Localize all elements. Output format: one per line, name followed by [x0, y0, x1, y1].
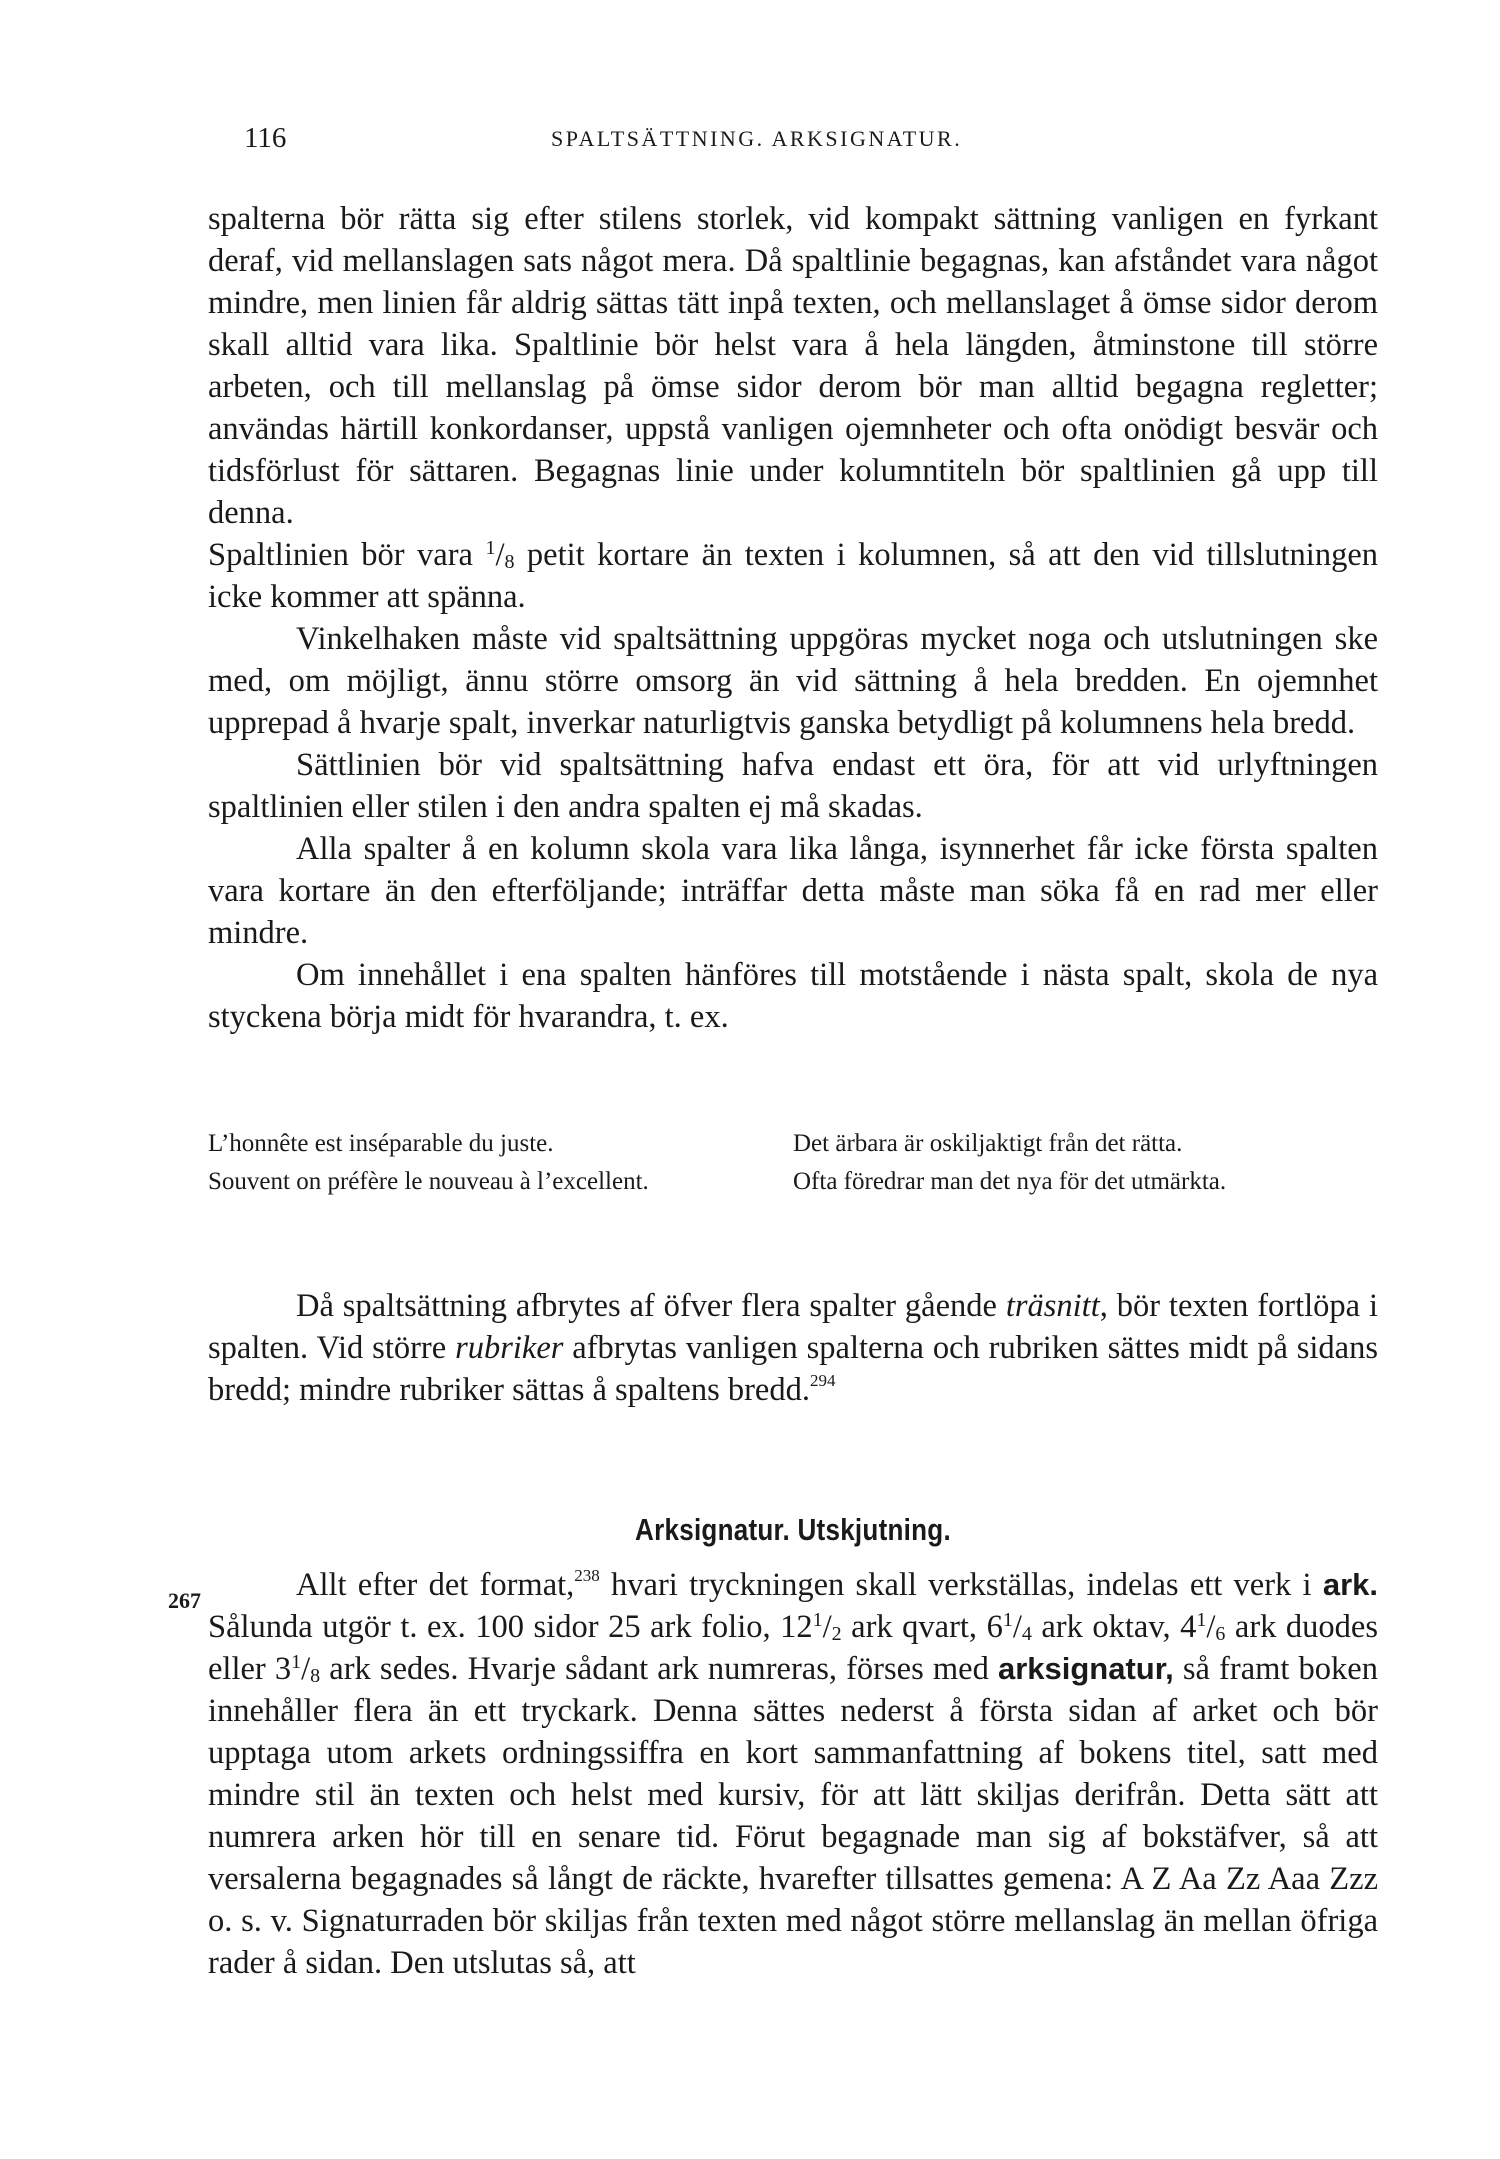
fraction: $^1/_8$: [485, 537, 515, 573]
fraction: $^1/_6$: [1196, 1609, 1226, 1645]
fraction-numerator: 1: [485, 537, 496, 559]
paragraph-alla-spalter: Alla spalter å en kolumn skola vara lika långa, isynnerhet får icke första spalten vara kortare än den efterföljande; inträffar detta måste man söka få en rad mer eller mindre.: [208, 831, 1378, 951]
fraction-denominator: 4: [1021, 1623, 1032, 1645]
italic-term: rubriker: [455, 1330, 564, 1366]
text-run: ark duodes eller 3: [208, 1609, 1378, 1687]
paragraph-om-innehallet: Om innehållet i ena spalten hänföres till motstående i nästa spalt, skola de nya styckena börja midt för hvarandra, t. ex.: [208, 957, 1378, 1035]
text-run: ark sedes. Hvarje sådant ark numreras, förses med: [320, 1651, 998, 1687]
italic-term: träsnitt: [1005, 1288, 1100, 1324]
text-run: afbrytas vanligen spalterna och rubriken sättes midt på sidans bredd; mindre rubriker sättas å spaltens bredd.: [208, 1330, 1379, 1408]
running-title: SPALTSÄTTNING. ARKSIGNATUR.: [551, 126, 963, 151]
text-block-spaltsattning: [208, 198, 1378, 1038]
two-column-example: [208, 1128, 1378, 1204]
footnote-marker: 238: [574, 1566, 600, 1585]
fraction-denominator: 8: [310, 1665, 321, 1687]
text-run: Sålunda utgör t. ex. 100 sidor 25 ark folio, 12: [208, 1609, 813, 1645]
bold-term: ark.: [1322, 1567, 1378, 1602]
bold-term: arksignatur,: [997, 1651, 1174, 1686]
example-french: L’honnête est inséparable du juste.: [208, 1130, 554, 1157]
fraction-numerator: 1: [812, 1609, 823, 1631]
paragraph-arksignatur: [208, 1564, 1378, 1984]
text-block-afbrott: [208, 1285, 1378, 1411]
fraction: $^1/_8$: [291, 1651, 321, 1687]
text-run: , bör texten fortlöpa i spalten. Vid större: [208, 1288, 1378, 1366]
example-french: Souvent on préfère le nouveau à l’excellent.: [208, 1168, 649, 1195]
example-row: [208, 1166, 1378, 1198]
running-header: [244, 122, 1304, 162]
fraction: $^1/_4$: [1002, 1609, 1032, 1645]
example-swedish: Det ärbara är oskiljaktigt från det rätta.: [793, 1130, 1183, 1157]
text-block-arksignatur: [208, 1564, 1378, 1984]
text-run: Då spaltsättning afbrytes af öfver flera spalter gående: [296, 1288, 1006, 1324]
marginal-paragraph-number: 267: [168, 1588, 201, 1613]
text-run: hvari tryckningen skall verkställas, indelas ett verk i: [599, 1567, 1323, 1603]
paragraph-continuation: spalterna bör rätta sig efter stilens storlek, vid kompakt sättning vanligen en fyrkant deraf, vid mellanslagen sats något mera. Då spaltlinie begagnas, kan afståndet vara något mindre, men linien får aldrig sättas tätt inpå texten, och mellanslaget å ömse sidor derom skall alltid vara lika. Spaltlinie bör helst vara å hela längden, åtminstone till större arbeten, och till mellanslag på ömse sidor derom bör man alltid begagna regletter; användas härtill konkordanser, uppstå vanligen ojemnheter och ofta onödigt besvär och tidsförlust för sättaren. Begagnas linie under kolumntiteln bör spaltlinien gå upp till denna.: [208, 201, 1378, 531]
text-run: så framt boken innehåller flera än ett tryckark. Denna sättes nederst å första sidan af arket och bör upptaga utom arkets ordningssiffra en kort sammanfattning af bokens titel, satt med mindre stil än texten och helst med kursiv, för att lätt skiljas derifrån. Detta sätt att numrera arken hör till en senare tid. Förut begagnade man sig af bokstäfver, så att versalerna begagnades så långt de räckte, hvarefter tillsattes gemena: A Z Aa Zz Aaa Zzz o. s. v. Signaturraden bör skiljas från texten med något större mellanslag än mellan öfriga rader å sidan. Den utslutas så, att: [208, 1651, 1378, 1981]
text-run: Spaltlinien bör vara: [208, 537, 486, 573]
example-row: [208, 1128, 1378, 1160]
fraction-numerator: 1: [1002, 1609, 1013, 1631]
text-run: Allt efter det format,: [296, 1567, 575, 1603]
fraction-denominator: 6: [1215, 1623, 1226, 1645]
paragraph-vinkelhaken: Vinkelhaken måste vid spaltsättning uppgöras mycket noga och utslutningen ske med, om möjligt, ännu större omsorg än vid sättning å hela bredden. En ojemnhet upprepad å hvarje spalt, inverkar naturligtvis ganska betydligt på kolumnens hela bredd.: [208, 621, 1378, 741]
text-run: ark qvart, 6: [841, 1609, 1003, 1645]
example-swedish: Ofta föredrar man det nya för det utmärkta.: [793, 1168, 1227, 1195]
page-number: 116: [244, 122, 287, 154]
text-run: ark oktav, 4: [1031, 1609, 1197, 1645]
fraction-denominator: 2: [831, 1623, 842, 1645]
paragraph-afbrott: [208, 1285, 1378, 1411]
section-heading: Arksignatur. Utskjutning.: [635, 1512, 951, 1547]
footnote-marker: 294: [809, 1371, 836, 1390]
fraction-numerator: 1: [291, 1651, 302, 1673]
fraction-numerator: 1: [1196, 1609, 1207, 1631]
paragraph-sattlinien: Sättlinien bör vid spaltsättning hafva endast ett öra, för att vid urlyftningen spaltlinien eller stilen i den andra spalten ej må skadas.: [208, 747, 1378, 825]
fraction: $^1/_2$: [812, 1609, 842, 1645]
fraction-denominator: 8: [504, 551, 515, 573]
text-run: petit kortare än texten i kolumnen, så att den vid tillslutningen icke kommer att spänna.: [208, 537, 1378, 615]
paragraph-spaltlinien: [208, 534, 1378, 618]
